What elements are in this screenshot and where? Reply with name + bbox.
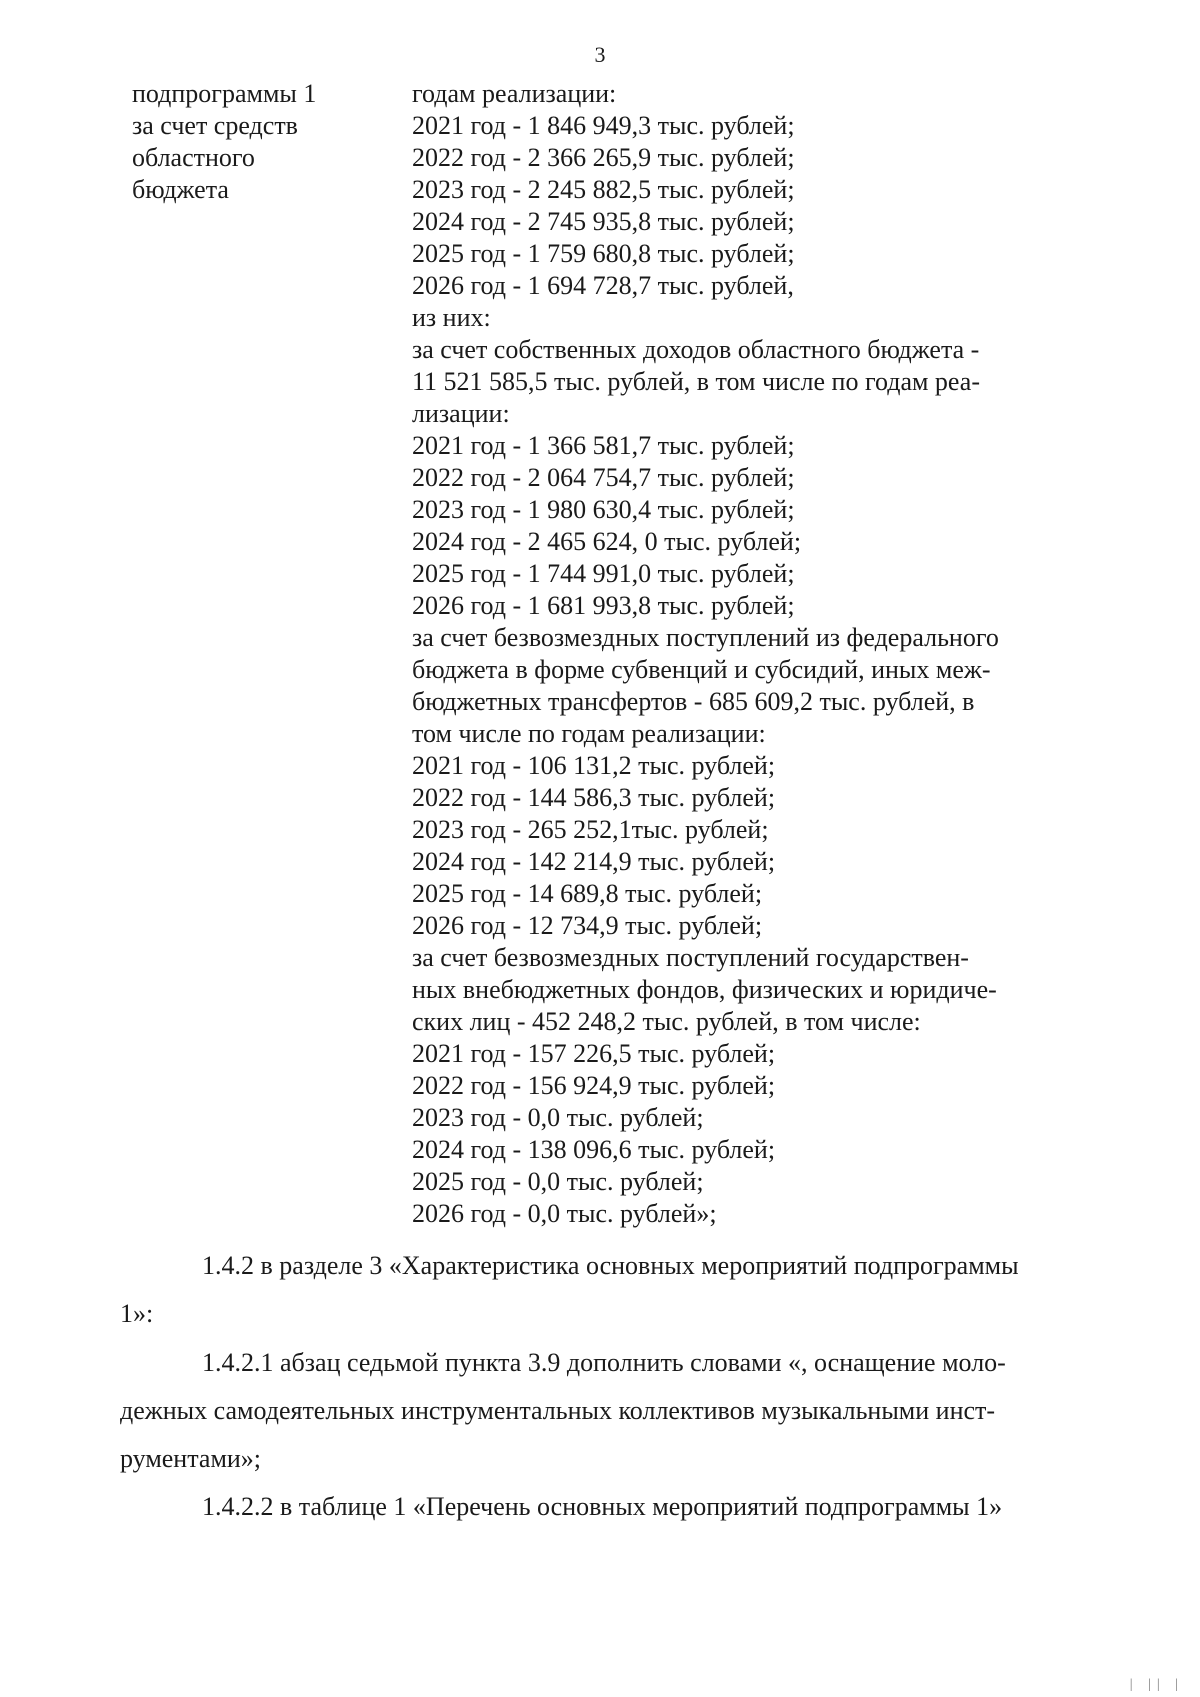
right-line: бюджета в форме субвенций и субсидий, иных меж-: [412, 655, 991, 684]
paragraph-line: дежных самодеятельных инструментальных коллективов музыкальными инст-: [120, 1396, 996, 1425]
paragraph-1-4-2-1: [120, 1339, 1110, 1483]
right-line: 2023 год - 1 980 630,4 тыс. рублей;: [412, 495, 795, 524]
right-line: 2025 год - 0,0 тыс. рублей;: [412, 1167, 704, 1196]
paragraph-line: 1.4.2.2 в таблице 1 «Перечень основных мероприятий подпрограммы 1»: [202, 1492, 1003, 1521]
right-line: 2023 год - 2 245 882,5 тыс. рублей;: [412, 175, 795, 204]
right-line: 2026 год - 0,0 тыс. рублей»;: [412, 1199, 717, 1228]
right-line: 2026 год - 1 694 728,7 тыс. рублей,: [412, 271, 794, 300]
right-line: 2024 год - 2 745 935,8 тыс. рублей;: [412, 207, 795, 236]
right-line: 2025 год - 1 759 680,8 тыс. рублей;: [412, 239, 795, 268]
right-line: за счет безвозмездных поступлений государствен-: [412, 943, 969, 972]
right-line: 2025 год - 1 744 991,0 тыс. рублей;: [412, 559, 795, 588]
paragraph-line: 1.4.2 в разделе 3 «Характеристика основных мероприятий подпрограммы: [202, 1251, 1019, 1280]
right-line: 2024 год - 142 214,9 тыс. рублей;: [412, 847, 776, 876]
right-line: ских лиц - 452 248,2 тыс. рублей, в том числе:: [412, 1007, 921, 1036]
right-line: 2021 год - 1 366 581,7 тыс. рублей;: [412, 431, 795, 460]
paragraph-1-4-2-2: [120, 1483, 1110, 1531]
right-line: бюджетных трансфертов - 685 609,2 тыс. рублей, в: [412, 687, 975, 716]
scan-artifact-marks: | || |: [1129, 1677, 1184, 1692]
page-number: 3: [594, 42, 606, 67]
paragraph-line: 1»:: [120, 1299, 154, 1328]
left-line: бюджета: [132, 175, 229, 204]
funding-source-label: [132, 78, 392, 206]
funding-details: [412, 78, 1072, 1230]
right-line: ных внебюджетных фондов, физических и юридиче-: [412, 975, 997, 1004]
right-line: 11 521 585,5 тыс. рублей, в том числе по годам реа-: [412, 367, 980, 396]
paragraph-line: рументами»;: [120, 1444, 262, 1473]
right-line: лизации:: [412, 399, 510, 428]
right-line: за счет безвозмездных поступлений из федерального: [412, 623, 999, 652]
right-line: 2023 год - 265 252,1тыс. рублей;: [412, 815, 769, 844]
right-line: 2024 год - 2 465 624, 0 тыс. рублей;: [412, 527, 802, 556]
right-line: 2022 год - 2 064 754,7 тыс. рублей;: [412, 463, 795, 492]
right-line: 2025 год - 14 689,8 тыс. рублей;: [412, 879, 763, 908]
right-line: 2026 год - 12 734,9 тыс. рублей;: [412, 911, 763, 940]
right-line: из них:: [412, 303, 491, 332]
right-line: 2021 год - 157 226,5 тыс. рублей;: [412, 1039, 776, 1068]
right-line: 2024 год - 138 096,6 тыс. рублей;: [412, 1135, 776, 1164]
right-line: 2022 год - 144 586,3 тыс. рублей;: [412, 783, 776, 812]
paragraph-line: 1.4.2.1 абзац седьмой пункта 3.9 дополнить словами «, оснащение моло-: [202, 1348, 1006, 1377]
paragraph-1-4-2: [120, 1242, 1110, 1338]
left-line: за счет средств: [132, 111, 298, 140]
left-line: областного: [132, 143, 255, 172]
right-line: 2022 год - 2 366 265,9 тыс. рублей;: [412, 143, 795, 172]
right-line: 2023 год - 0,0 тыс. рублей;: [412, 1103, 704, 1132]
right-line: том числе по годам реализации:: [412, 719, 766, 748]
right-line: 2022 год - 156 924,9 тыс. рублей;: [412, 1071, 776, 1100]
left-line: подпрограммы 1: [132, 79, 317, 108]
right-line: за счет собственных доходов областного бюджета -: [412, 335, 980, 364]
right-line: 2026 год - 1 681 993,8 тыс. рублей;: [412, 591, 795, 620]
right-line: годам реализации:: [412, 79, 617, 108]
right-line: 2021 год - 106 131,2 тыс. рублей;: [412, 751, 776, 780]
right-line: 2021 год - 1 846 949,3 тыс. рублей;: [412, 111, 795, 140]
